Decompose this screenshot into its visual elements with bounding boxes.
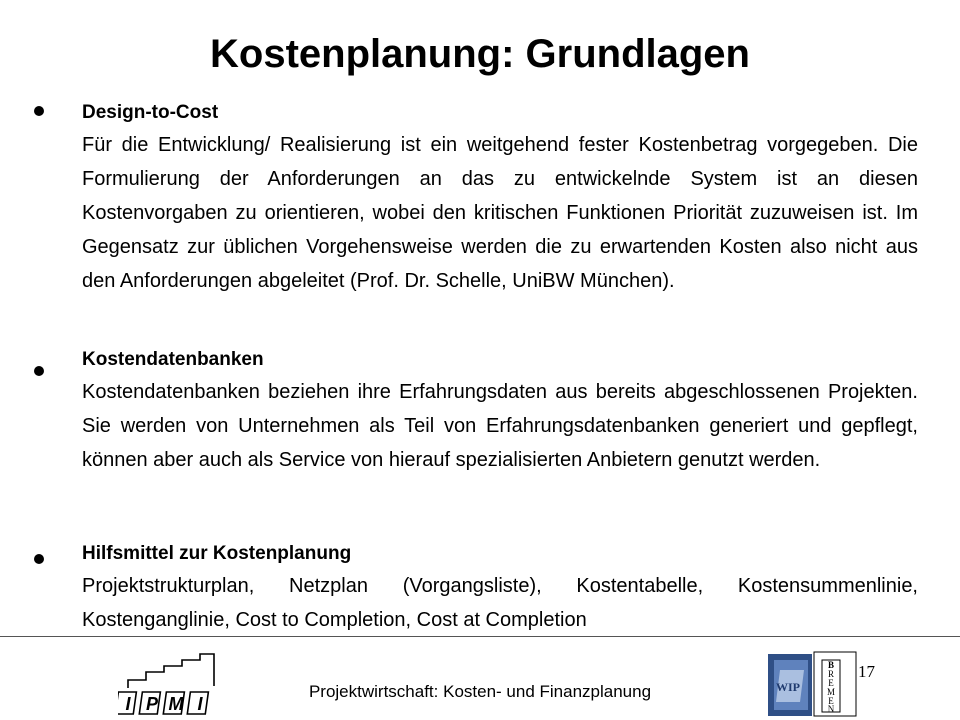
page-number: 17 [858, 662, 875, 681]
ipmi-letter: M [168, 694, 184, 714]
ipmi-letter: I [125, 694, 131, 714]
bremen-letter: E [828, 678, 834, 688]
bullet-2-icon [34, 366, 44, 376]
footer-divider [0, 636, 960, 637]
bullet-3-icon [34, 554, 44, 564]
ipmi-letter: P [145, 694, 159, 714]
bremen-letter: B [827, 660, 835, 670]
wip-bremen-logo [766, 650, 858, 718]
wip-logo-text: WIP [776, 680, 800, 694]
bremen-letter: M [826, 687, 836, 697]
bremen-letter: E [828, 696, 834, 706]
section-heading: Design-to-Cost [82, 102, 219, 123]
section-body: Für die Entwicklung/ Realisierung ist ein weitgehend fester Kostenbetrag vorgegeben. Die Formulierung der Anforderungen an das zu entwickelnde System ist an diesen Kostenvorgaben zu orientieren, wobei den kritischen Funktionen Priorität zuzuweisen ist. Im Gegensatz zur üblichen Vorgehensweise werden die zu erwartenden Kosten also nicht aus den Anforderungen abgeleitet (Prof. Dr. Schelle, UniBW München). [82, 134, 918, 292]
section-heading: Kostendatenbanken [82, 349, 264, 370]
footer-text: Projektwirtschaft: Kosten- und Finanzplanung [308, 682, 652, 701]
section-heading: Hilfsmittel zur Kostenplanung [82, 543, 352, 564]
section-body: Projektstrukturplan, Netzplan (Vorgangsliste), Kostentabelle, Kostensummenlinie, Kostenganglinie, Cost to Completion, Cost at Completion [82, 575, 918, 631]
bremen-letter: N [827, 704, 835, 714]
bullet-1-icon [34, 106, 44, 116]
section-hilfsmittel [82, 539, 918, 637]
section-body: Kostendatenbanken beziehen ihre Erfahrungsdaten aus bereits abgeschlossenen Projekten. Sie werden von Unternehmen als Teil von Erfahrungsdatenbanken generiert und gepflegt, können aber auch als Service von hierauf spezialisierten Anbietern genutzt werden. [82, 381, 918, 471]
ipmi-letter: I [197, 694, 203, 714]
bremen-letter: R [827, 669, 835, 679]
section-design-to-cost [82, 98, 918, 298]
section-kostendatenbanken [82, 345, 918, 477]
page-title: Kostenplanung: Grundlagen [210, 32, 750, 76]
